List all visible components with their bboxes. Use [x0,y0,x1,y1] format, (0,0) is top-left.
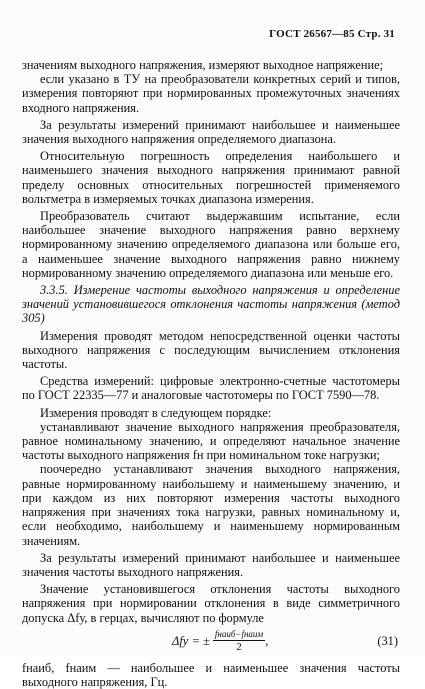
formula-31 [22,627,400,661]
variable-definition: fнаиб, fнаим — наибольшее и наименьшее значения частоты выходного напряжения, Гц. [22,660,400,689]
page-header: ГОСТ 26567—85 Стр. 31 [269,28,395,40]
paragraph: Измерения проводят методом непосредственной оценки частоты выходного напряжения с последующим вычислением отклонения частоты. [22,328,400,372]
formula-fraction [213,629,265,654]
equation-number: (31) [377,633,398,648]
paragraph: устанавливают значение выходного напряжения преобразователя, равное номинальному значению, и определяют начальное значение частоты выходного напряжения fн при номинальном токе нагрузки; [22,419,400,463]
paragraph: Средства измерений: цифровые электронно-счетные частотомеры по ГОСТ 22335—77 и аналоговые частотомеры по ГОСТ 7590—78. [22,374,400,403]
formula-numerator: fнаиб−fнаим [214,628,264,639]
formula-lhs: Δfу = ± [172,634,210,649]
formula-denominator: 2 [236,640,242,653]
paragraph: Преобразователь считают выдержавшим испытание, если наибольшее значение выходного напряжения равно верхнему нормированному значению определяемого диапазона или больше его, а наименьшее значение выходного напряжения равно нижнему нормированному значению определяемого диапазона или меньше его. [22,209,400,280]
paragraph: поочередно устанавливают значения выходного напряжения, равные нормированному наибольшему и наименьшему значению, и при каждом из них повторяют измерения частоты выходного напряжения при значениях тока нагрузки, равных номинальному и, если необходимо, наибольшему и наименьшему нормированным значениям. [22,462,400,548]
document-body [22,58,400,689]
formula-expression [172,629,268,654]
paragraph: За результаты измерений принимают наибольшее и наименьшее значения выходного напряжения определяемого диапазона. [22,117,400,147]
paragraph: Относительную погрешность определения наибольшего и наименьшего значения выходного напряжения принимают равной пределу основных относительных погрешностей применяемого вольтметра в измеряемых точках диапазона измерения. [22,149,400,206]
paragraph: Значение установившегося отклонения частоты выходного напряжения при нормировании отклонения в виде симметричного допуска Δfу, в герцах, вычисляют по формуле [22,582,400,625]
formula-tail: , [265,634,269,649]
paragraph: значениям выходного напряжения, измеряют выходное напряжение; [22,58,384,72]
paragraph: если указано в ТУ на преобразователи конкретных серий и типов, измерения повторяют при нормированных промежуточных значениях входного напряжения. [22,72,400,115]
paragraph: Измерения проводят в следующем порядке: [40,405,272,420]
paragraph: За результаты измерений принимают наибольшее и наименьшее значения частоты выходного напряжения. [22,550,400,579]
section-heading: 3.3.5. Измерение частоты выходного напряжения и определение значений установившегося отклонения частоты напряжения (метод 305) [22,283,400,326]
